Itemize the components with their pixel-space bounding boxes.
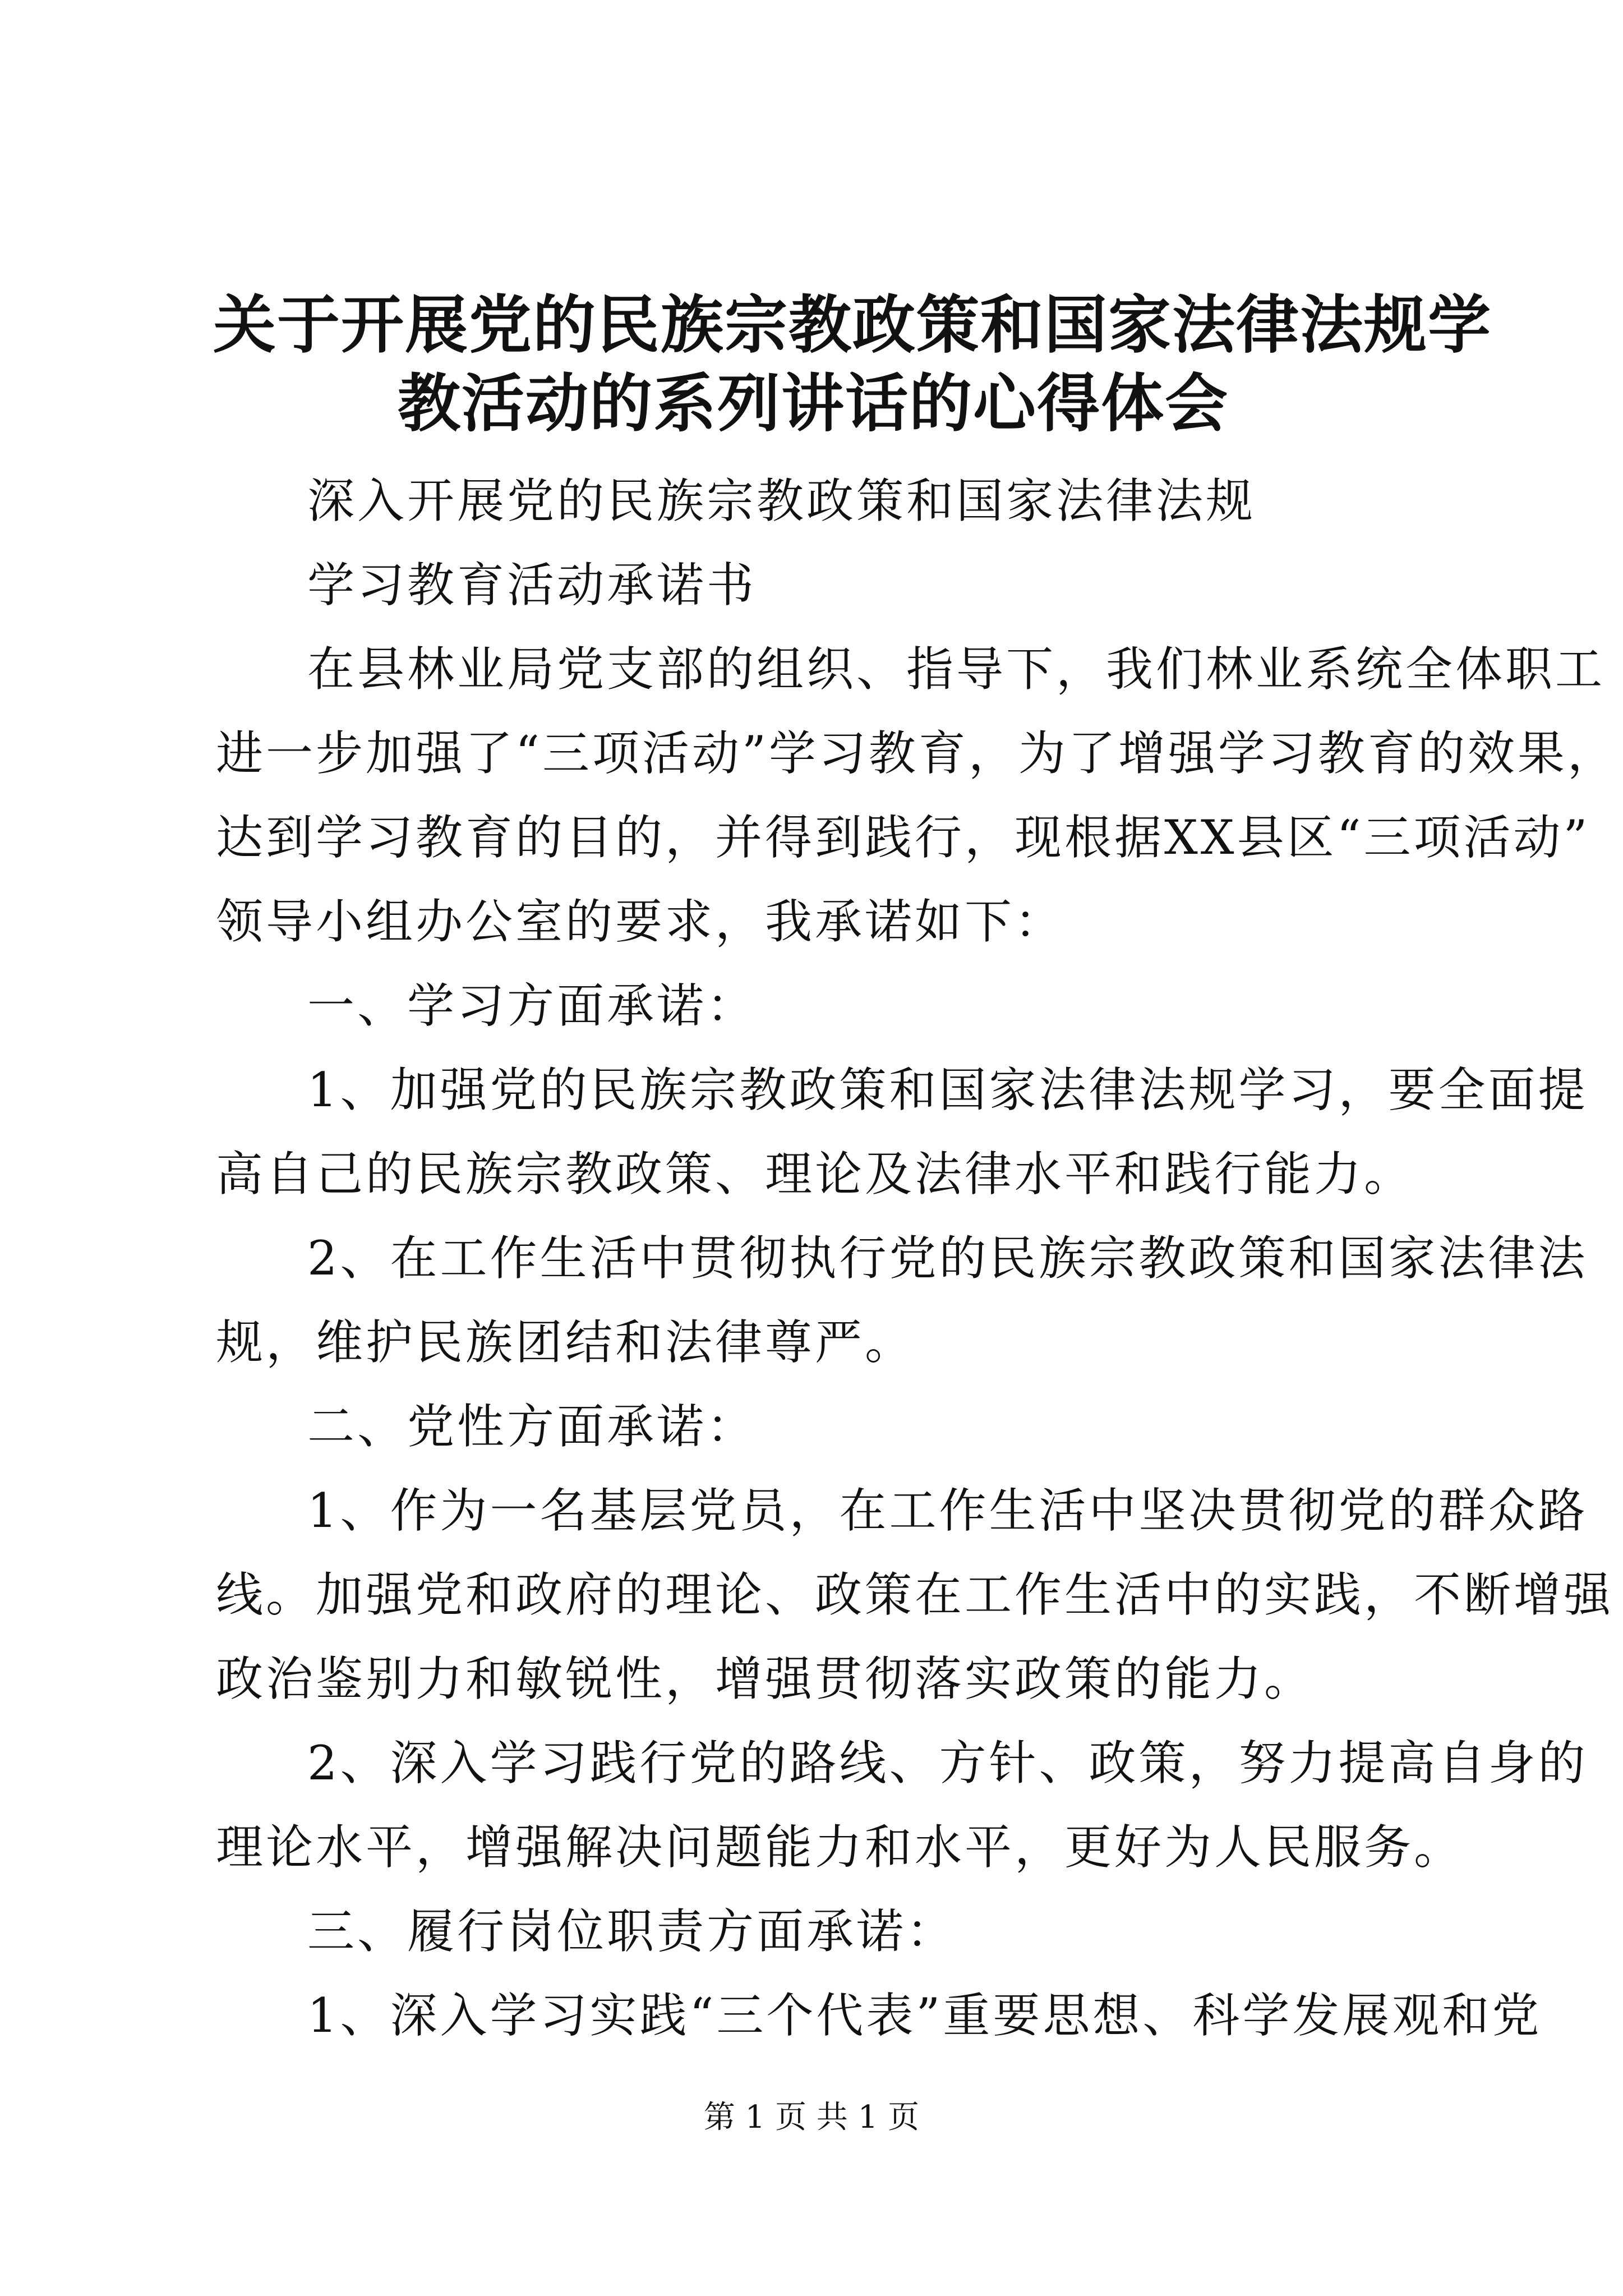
document-title-line-1: 关于开展党的民族宗教政策和国家法律法规学	[213, 288, 1492, 362]
paragraph-line: 1、作为一名基层党员，在工作生活中坚决贯彻党的群众路	[307, 1483, 1588, 1538]
paragraph-line: 1、深入学习实践“三个代表”重要思想、科学发展观和党	[307, 1988, 1542, 2043]
paragraph-line: 进一步加强了“三项活动”学习教育，为了增强学习教育的效果，	[216, 726, 1617, 781]
page-footer: 第 1 页 共 1 页	[703, 2099, 920, 2136]
document-title-line-2: 教活动的系列讲话的心得体会	[398, 367, 1229, 440]
paragraph-line: 线。加强党和政府的理论、政策在工作生活中的实践，不断增强	[216, 1567, 1614, 1622]
section-heading: 二、党性方面承诺：	[307, 1399, 757, 1454]
subtitle-line: 学习教育活动承诺书	[307, 558, 757, 613]
paragraph-line: 1、加强党的民族宗教政策和国家法律法规学习，要全面提	[307, 1062, 1588, 1117]
paragraph-line: 领导小组办公室的要求，我承诺如下：	[216, 894, 1065, 949]
paragraph-line: 2、深入学习践行党的路线、方针、政策，努力提高自身的	[307, 1736, 1588, 1791]
paragraph-line: 在县林业局党支部的组织、指导下，我们林业系统全体职工	[307, 642, 1606, 697]
paragraph-line: 政治鉴别力和敏锐性，增强贯彻落实政策的能力。	[216, 1651, 1315, 1706]
paragraph-line: 高自己的民族宗教政策、理论及法律水平和践行能力。	[216, 1147, 1414, 1202]
paragraph-line: 2、在工作生活中贯彻执行党的民族宗教政策和国家法律法	[307, 1231, 1588, 1286]
paragraph-line: 规，维护民族团结和法律尊严。	[216, 1315, 915, 1370]
section-heading: 三、履行岗位职责方面承诺：	[307, 1904, 957, 1959]
paragraph-line: 理论水平，增强解决问题能力和水平，更好为人民服务。	[216, 1820, 1464, 1875]
subtitle-line: 深入开展党的民族宗教政策和国家法律法规	[307, 473, 1256, 528]
paragraph-line: 达到学习教育的目的，并得到践行，现根据XX县区“三项活动”	[216, 810, 1590, 865]
section-heading: 一、学习方面承诺：	[307, 978, 757, 1033]
